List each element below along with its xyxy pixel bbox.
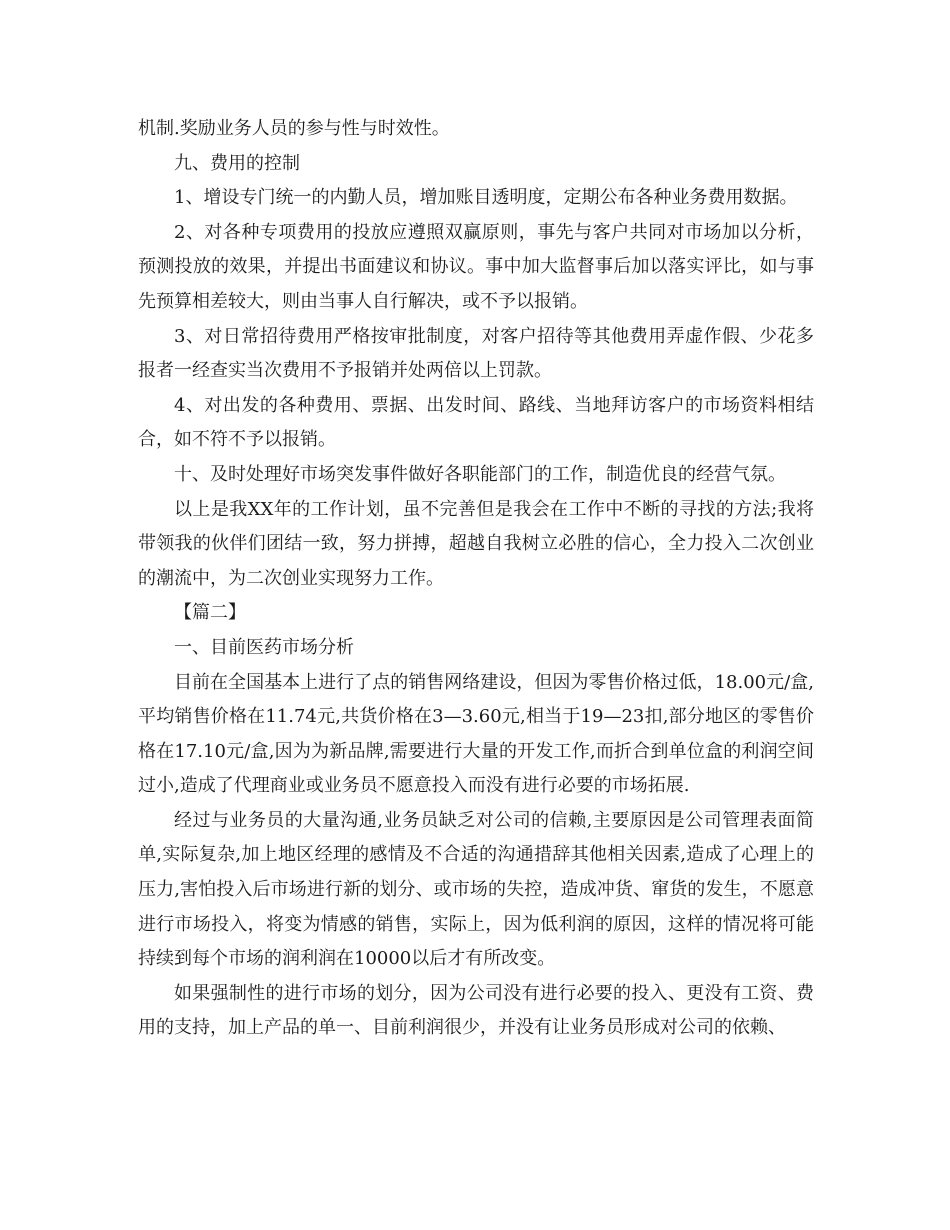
paragraph: 目前在全国基本上进行了点的销售网络建设，但因为零售价格过低，18.00元/盒,平均销售价格在11.74元,共货价格在3—3.60元,相当于19—23扣,部分地区的零售价格在17.10元/盒,因为为新品牌,需要进行大量的开发工作,而折合到单位盒的利润空间过小,造成了代理商业或业务员不愿意投入而没有进行必要的市场拓展. xyxy=(138,671,814,797)
paragraph: 以上是我XX年的工作计划，虽不完善但是我会在工作中不断的寻找的方法;我将带领我的伙伴们团结一致，努力拼搏，超越自我树立必胜的信心，全力投入二次创业的潮流中，为二次创业实现努力工作。 xyxy=(138,498,814,589)
paragraph: 4、对出发的各种费用、票据、出发时间、路线、当地拜访客户的市场资料相结合，如不符不予以报销。 xyxy=(138,394,814,451)
part-heading: 【篇二】 xyxy=(174,602,246,624)
document-body xyxy=(138,112,814,1046)
paragraph: 如果强制性的进行市场的划分，因为公司没有进行必要的投入、更没有工资、费用的支持，加上产品的单一、目前利润很少，并没有让业务员形成对公司的依赖、 xyxy=(138,982,814,1039)
paragraph: 1、增设专门统一的内勤人员，增加账目透明度，定期公布各种业务费用数据。 xyxy=(174,187,798,209)
section-heading-expense-control: 九、费用的控制 xyxy=(174,152,300,174)
section-heading-emergency: 十、及时处理好市场突发事件做好各职能部门的工作，制造优良的经营气氛。 xyxy=(174,463,786,485)
paragraph: 2、对各种专项费用的投放应遵照双赢原则，事先与客户共同对市场加以分析，预测投放的效果，并提出书面建议和协议。事中加大监督事后加以落实评比，如与事先预算相差较大，则由当事人自行解决，或不予以报销。 xyxy=(138,221,814,312)
section-heading-market-analysis: 一、目前医药市场分析 xyxy=(174,636,354,658)
paragraph: 经过与业务员的大量沟通,业务员缺乏对公司的信赖,主要原因是公司管理表面简单,实际复杂,加上地区经理的感情及不合适的沟通措辞其他相关因素,造成了心理上的压力,害怕投入后市场进行新的划分、或市场的失控，造成冲货、窜货的发生，不愿意进行市场投入，将变为情感的销售，实际上，因为低利润的原因，这样的情况将可能持续到每个市场的润利润在10000以后才有所改变。 xyxy=(138,809,814,970)
paragraph: 3、对日常招待费用严格按审批制度，对客户招待等其他费用弄虚作假、少花多报者一经查实当次费用不予报销并处两倍以上罚款。 xyxy=(138,325,814,382)
paragraph: 机制.奖励业务人员的参与性与时效性。 xyxy=(138,118,450,139)
